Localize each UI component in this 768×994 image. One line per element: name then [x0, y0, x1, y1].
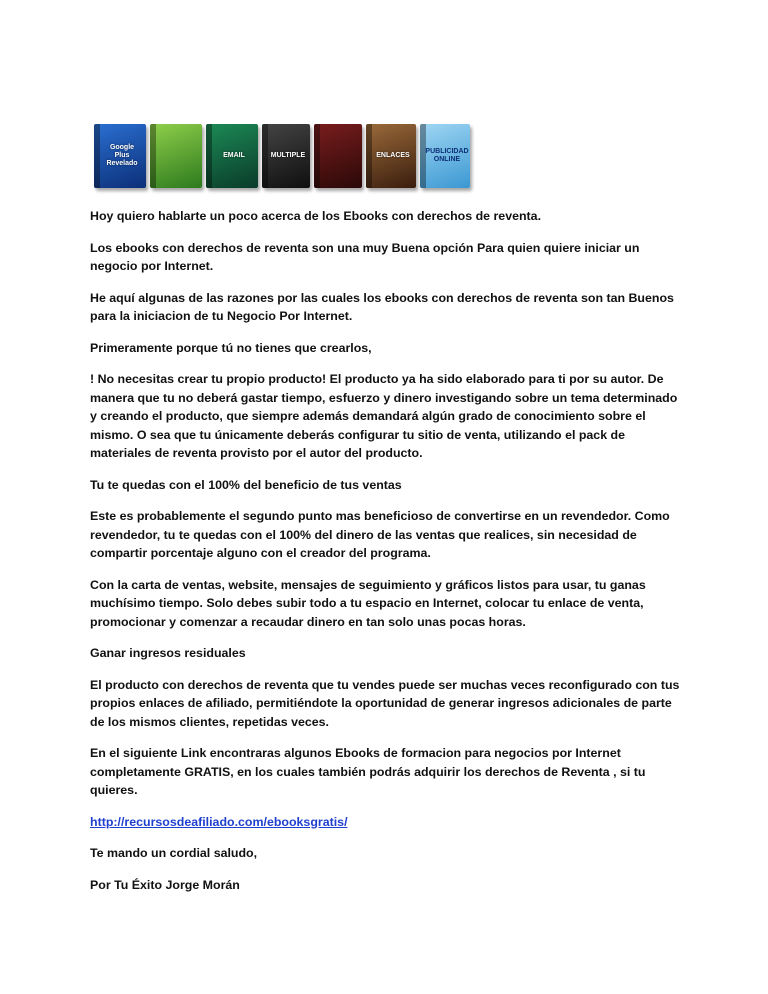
- ebook-cover-5: [314, 124, 362, 188]
- paragraph-reseller: Este es probablemente el segundo punto mas beneficioso de convertirse en un revendedor. Como revendedor, tu te quedas con el 100% del dinero de las ventas que realices, sin necesidad de compartir porcentaje alguno con el creador del programa.: [90, 509, 670, 560]
- ebook-cover-2: [150, 124, 202, 188]
- paragraph-link: [90, 813, 682, 832]
- ebook-cover-publicidad: [420, 124, 470, 188]
- ebook-cover-enlaces: [366, 124, 416, 188]
- ebook-cover-title: ENLACES: [376, 152, 410, 159]
- paragraph-no-create: ! No necesitas crear tu propio producto! El producto ya ha sido elaborado para ti por su autor. De manera que tu no deberá gastar tiempo, esfuerzo y dinero investigando sobre un tema determinado y creando el producto, que siempre además demandará algún grado de conocimiento sobre el mismo. O sea que tu únicamente deberás configurar tu sitio de venta, utilizando el pack de materiales de reventa provisto por el autor del producto.: [90, 372, 678, 460]
- paragraph-greeting: Te mando un cordial saludo,: [90, 846, 258, 860]
- paragraph-heading-residual: Ganar ingresos residuales: [90, 646, 246, 660]
- paragraph-signature: Por Tu Éxito Jorge Morán: [90, 877, 240, 892]
- paragraph-intro: Hoy quiero hablarte un poco acerca de los Ebooks con derechos de reventa.: [90, 209, 542, 223]
- paragraph-first-reason: Primeramente porque tú no tienes que crearlos,: [90, 340, 372, 355]
- ebook-cover-title: Google Plus Revelado: [106, 144, 138, 167]
- document-body: [90, 207, 682, 907]
- paragraph-link-intro: En el siguiente Link encontraras algunos Ebooks de formacion para negocios por Internet completamente GRATIS, en los cuales también podrás adquirir los derechos de Reventa , si tu quieres.: [90, 746, 646, 797]
- ebook-cover-title: EMAIL: [223, 152, 245, 159]
- ebooks-gratis-link[interactable]: http://recursosdeafiliado.com/ebooksgratis/: [90, 814, 348, 829]
- paragraph-sales-letter: Con la carta de ventas, website, mensajes de seguimiento y gráficos listos para usar, tu ganas muchísimo tiempo. Solo debes subir todo a tu espacio en Internet, colocar tu enlace de venta, promocionar y comenzar a recaudar dinero en tan solo unas pocas horas.: [90, 577, 646, 629]
- ebook-covers-banner: [94, 124, 470, 188]
- paragraph-reasons: He aquí algunas de las razones por las cuales los ebooks con derechos de reventa son tan Buenos para la iniciacion de tu Negocio Por Internet.: [90, 290, 674, 323]
- paragraph-option: Los ebooks con derechos de reventa son una muy Buena opción Para quien quiere iniciar un negocio por Internet.: [90, 240, 640, 273]
- ebook-cover-google-plus: [94, 124, 146, 188]
- paragraph-residual: El producto con derechos de reventa que tu vendes puede ser muchas veces reconfigurado con tus propios enlaces de afiliado, permitiéndote la oportunidad de generar ingresos adicionales de parte de los mismos clientes, repetidas veces.: [90, 677, 680, 729]
- ebook-cover-title: MULTIPLE: [270, 152, 306, 159]
- ebook-cover-email: [206, 124, 258, 188]
- ebook-cover-multiple: [262, 124, 310, 188]
- ebook-cover-title: PUBLICIDAD ONLINE: [425, 148, 469, 163]
- paragraph-heading-100: Tu te quedas con el 100% del beneficio de tus ventas: [90, 477, 402, 492]
